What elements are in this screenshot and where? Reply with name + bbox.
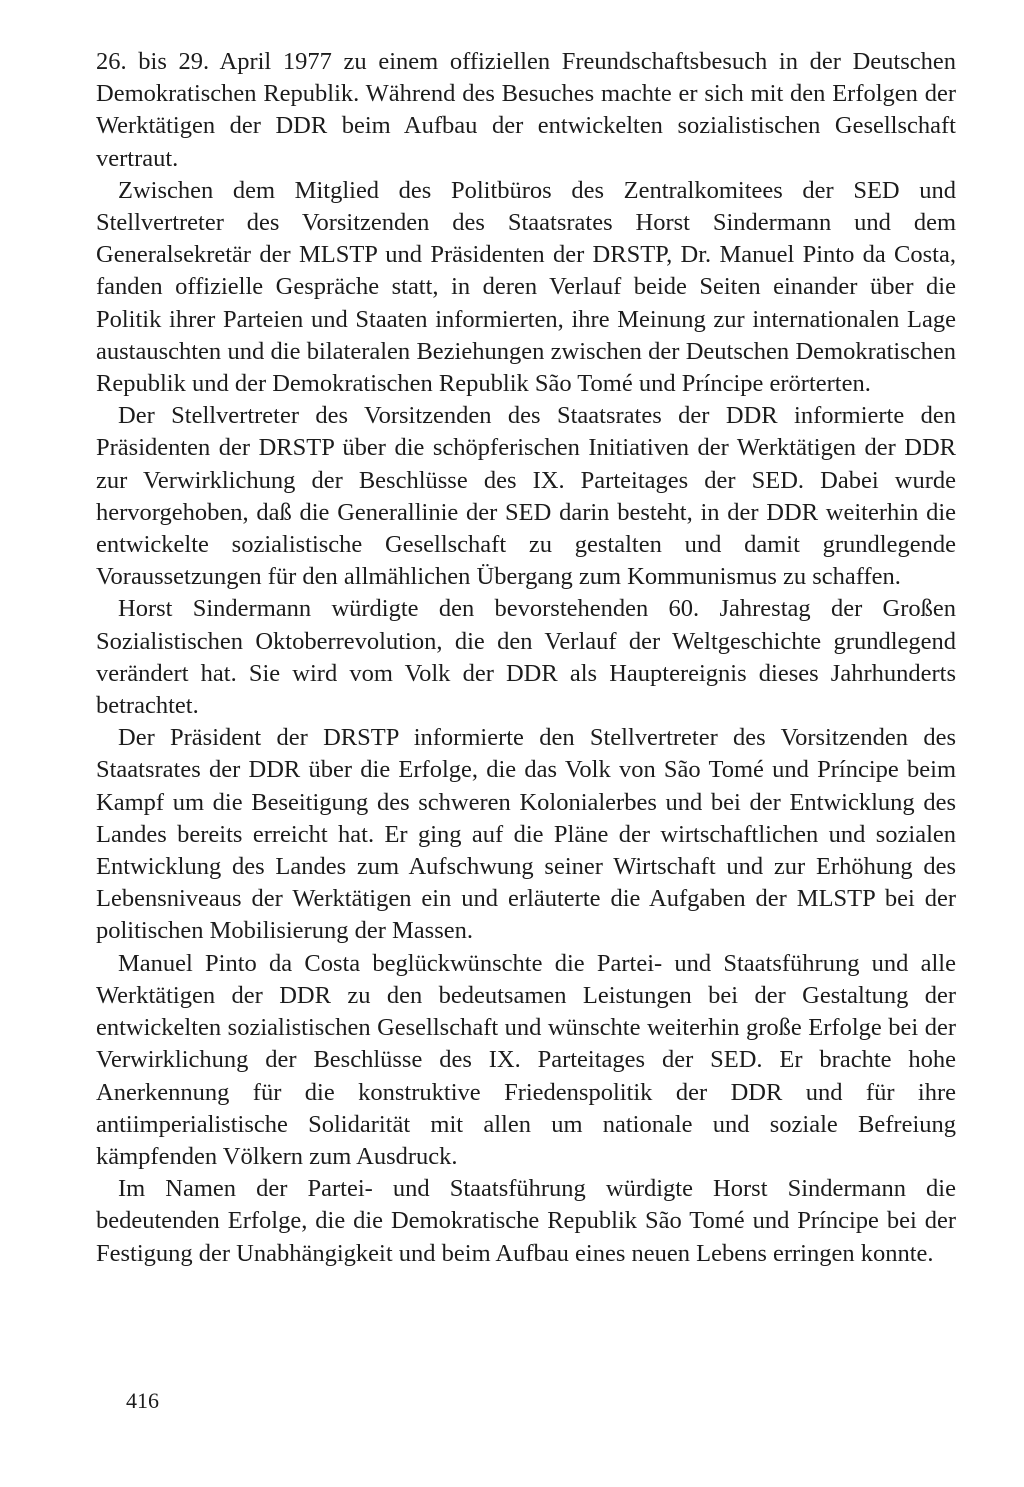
page-body bbox=[96, 46, 956, 1270]
paragraph-6: Manuel Pinto da Costa beglückwünschte die Partei- und Staatsführung und alle Werktätigen der DDR zu den bedeutsamen Leistungen bei der Gestaltung der entwickelten sozialistischen Gesellschaft und wünschte weiterhin große Erfolge bei der Verwirklichung der Beschlüsse des IX. Parteitages der SED. Er brachte hohe Anerkennung für die konstruktive Friedenspolitik der DDR und für ihre antiimperialistische Solidarität mit allen um nationale und soziale Befreiung kämpfenden Völkern zum Ausdruck. bbox=[96, 949, 956, 1170]
paragraph-5: Der Präsident der DRSTP informierte den Stellvertreter des Vorsitzenden des Staatsrates der DDR über die Erfolge, die das Volk von São Tomé und Príncipe beim Kampf um die Beseitigung des schweren Kolonialerbes und bei der Entwicklung des Landes bereits erreicht hat. Er ging auf die Pläne der wirtschaftlichen und sozialen Entwicklung des Landes zum Aufschwung seiner Wirtschaft und zur Erhöhung des Lebensniveaus der Werktätigen ein und erläuterte die Aufgaben der MLSTP bei der politischen Mobilisierung der Massen. bbox=[96, 724, 956, 945]
paragraph-4: Horst Sindermann würdigte den bevorstehenden 60. Jahrestag der Großen Sozialistischen Oktoberrevolution, die den Verlauf der Weltgeschichte grundlegend verändert hat. Sie wird vom Volk der DDR als Hauptereignis dieses Jahrhunderts betrachtet. bbox=[96, 595, 956, 720]
page-number: 416 bbox=[126, 1388, 159, 1413]
paragraph-3: Der Stellvertreter des Vorsitzenden des Staatsrates der DDR informierte den Präsidenten der DRSTP über die schöpferischen Initiativen der Werktätigen der DDR zur Verwirklichung der Beschlüsse des IX. Parteitages der SED. Dabei wurde hervorgehoben, daß die Generallinie der SED darin besteht, in der DDR weiterhin die entwickelte sozialistische Gesellschaft zu gestalten und damit grundlegende Voraussetzungen für den allmählichen Übergang zum Kommunismus zu schaffen. bbox=[96, 402, 956, 591]
paragraph-1: 26. bis 29. April 1977 zu einem offiziellen Freundschaftsbesuch in der Deutschen Demokratischen Republik. Während des Besuches machte er sich mit den Erfolgen der Werktätigen der DDR beim Aufbau der entwickelten sozialistischen Gesellschaft vertraut. bbox=[96, 48, 956, 172]
paragraph-7: Im Namen der Partei- und Staatsführung würdigte Horst Sindermann die bedeutenden Erfolge, die die Demokratische Republik São Tomé und Príncipe bei der Festigung der Unabhängigkeit und beim Aufbau eines neuen Lebens erringen konnte. bbox=[96, 1175, 956, 1267]
paragraph-2: Zwischen dem Mitglied des Politbüros des Zentralkomitees der SED und Stellvertreter des Vorsitzenden des Staatsrates Horst Sindermann und dem Generalsekretär der MLSTP und Präsidenten der DRSTP, Dr. Manuel Pinto da Costa, fanden offizielle Gespräche statt, in deren Verlauf beide Seiten einander über die Politik ihrer Parteien und Staaten informierten, ihre Meinung zur internationalen Lage austauschten und die bilateralen Beziehungen zwischen der Deutschen Demokratischen Republik und der Demokratischen Republik São Tomé und Príncipe erörterten. bbox=[96, 176, 956, 398]
